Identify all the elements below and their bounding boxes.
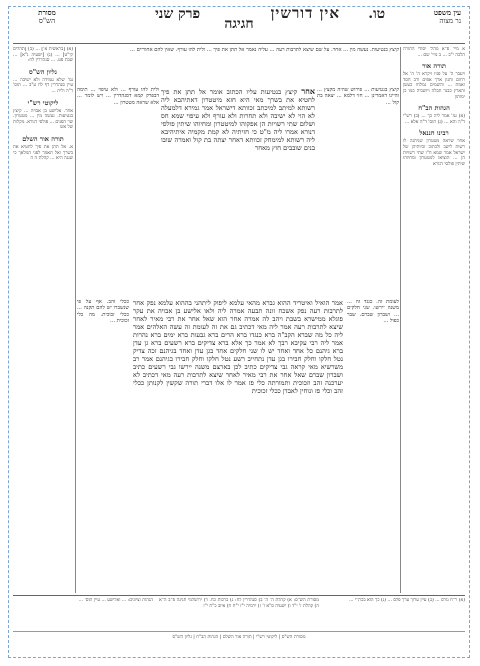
page-number: טו. — [368, 6, 386, 22]
rabbeinu-chananel-text: אחר שראה מטטרון שניתנה לו רשות לישב ולכתוב זכיותיהן של ישראל אמר שמא ח"ו שתי רשויות הן ... הוציאו למטטרון ומחיוהו שיתין פולסי דנורא — [403, 139, 465, 167]
chapter-label: פרק שני — [155, 6, 201, 22]
tosafot-right: קיצץ בנטיעות ... פירוש שהיה מקצץ ... והיינו דאמרינן ... חזי דלמא ... יצאה בת קול ... — [317, 87, 399, 106]
rabbeinu-chananel-title: רבינו חננאל — [419, 129, 449, 138]
page-header — [9, 7, 469, 47]
footer-notes-right: (א) ר"ח גורס ... (ב) עיין ערוך ערך פלס ... (ג) כך הוא בכת"י ... — [349, 598, 465, 603]
mesorat-label: מסורת — [38, 8, 56, 17]
header-right — [401, 9, 461, 25]
torah-or-text: ויעבר ה' על פניו ויקרא ה' ה' אל רחום וחנון ארך אפים ורב חסד ואמת ... והשמים נמלחו כעשן והארץ כבגד תבלה ויושביה כמו כן ימותון — [403, 72, 465, 100]
header-center — [79, 6, 399, 32]
left-divider — [75, 47, 76, 593]
page-footer — [13, 595, 465, 655]
torah-or-title: תורה אור — [422, 62, 446, 71]
hagahot-title: הגהות הב"ח — [418, 104, 450, 113]
rashi-top: קיצץ בנטיעות. נעשה מין ... אחר. על שם שיצא לתרבות רעה ... עליה נאמר אל תתן את פיך ... ולית להו עורף. שאין להם אחוריים ... — [130, 47, 399, 53]
torah-or-shalem-title: תורה אור השלם — [22, 134, 64, 143]
lower-text-block — [77, 299, 399, 593]
torah-or-shalem-text: א. אל תתן את פיך לחטיא את בשרך ואל תאמר לפני המלאך כי שגגה היא ... קהלת ה ה — [13, 144, 73, 162]
tosafot-left: ולית להו עורף ... ולא עיפוי ... תימה דבפרק קמא דסנהדרין ... ויש לומר ... אלא שראה מטטרון ... — [77, 87, 159, 106]
header-rule — [13, 43, 465, 44]
lower-commentary-left: ככלי זהב. אף על פי שנשברו יש להם תקנה ... ככלי זכוכית. מה כלי זכוכית ... — [77, 299, 129, 324]
footer-rule — [13, 595, 465, 596]
footer-notes-left: הגהות וציונים: ... ואלישע ... עיין תוס' ... — [78, 598, 153, 603]
hashas-label: הש"ס — [38, 17, 56, 25]
gemara-lead-word: אחר — [301, 87, 315, 96]
tractate-name: חגיגה — [224, 16, 254, 32]
main-text-area — [77, 47, 399, 593]
gemara-text-block — [161, 87, 315, 295]
footer-notes-center: מסורת הש"ס: א) קהלת ה' ה' ב) סנהדרין לח: ג) ברכות כח. ד) ירושלמי חגיגה פ"ב ה"א ה) קהלת ז' י"ד ו) ישעיה ס"א ז' ז) ירמיה י"ז י"ח ח) איוב כ"ח י"ז — [159, 598, 319, 609]
talmud-page — [8, 6, 470, 658]
gilyon-title: גליון הש"ס — [29, 67, 57, 76]
lower-commentary-right: לעומת זה. כנגד זה ... משנה יירשו. שני חלקים ... ושברון שברם. שבר כפול ... — [347, 299, 399, 324]
gemara-box — [77, 87, 399, 295]
gemara-text: קיצץ בנטיעות עליו הכתוב אומר אל תתן את פיך לחטיא את בשרך מאי היא חזא מיטטרון דאתיהבא ליה רשותא למיתב למיכתב זכוותא דישראל אמר גמירא דלמעלה לא הוי לא ישיבה ולא תחרות ולא עורף ולא עיפוי שמא חס ושלום שתי רשויות הן אפקוהו למיטטרון ומחיוהו שיתין פולסי דנורא אמרו ליה מ"ט כי חזיתיה לא קמת מקמיה איתיהיבא ליה רשותא למימחק זכוותא דאחר יצתה בת קול ואמרה שובו בנים שובבים חוץ מאחר — [161, 88, 315, 152]
right-margin-column — [403, 47, 465, 593]
footer-notes — [13, 598, 465, 633]
likutei-rashi-title: ליקוטי רש"י — [27, 98, 59, 107]
left-margin-column — [13, 47, 73, 593]
right-divider — [400, 47, 401, 593]
likutei-rashi-text: אחר. אלישע בן אבויה ... קיצץ בנטיעות. נעשה מין ... מטטרון. שר הפנים ... פולסי דנורא. מקלות של אש — [13, 108, 73, 131]
ein-mishpat-text: א מיי' פ"א מהל' יסודי התורה הלכה י"ב ... ב מיי' שם ... — [403, 47, 465, 58]
mesorat-hashas-text: (א) [בראשית א'] ... (ב) [תהלים קי"ט] ... (ג) [ישעיה נ"א] ... שבת פט. ... סנהדרין לח: — [13, 47, 73, 64]
ein-mishpat-label: עין משפט — [433, 8, 461, 17]
footer-bar: מסורת הש"ס | ליקוטי רש"י | תורה אור השלם | הגהות הב"ח | גליון הש"ס — [13, 631, 465, 653]
section-name: אין דורשין — [270, 6, 340, 22]
header-left — [17, 9, 77, 25]
hagahot-text: (א) גמ' אמר ליה כך ... (ב) רש"י ד"ה והא ... (ג) תוס' ד"ה אלא ... — [403, 114, 465, 125]
gilyon-text: גמ' שלא עמידה ולא ישיבה ... עיין סנהדרין דף לח ע"ב ... תוס' ד"ה ולית ... — [13, 77, 73, 94]
ner-mitzvah-label: נר מצוה — [439, 17, 461, 25]
lower-gemara-text: אמר הואיל ואיטריד ההוא גברא מהאי עלמא ליפוק ליתהני בההוא עלמא נפק אחר לתרבות רעה נפק אשכח זונה תבעה אמרה ליה ולאו אלישע בן אבויה את עקר פוגלא ממישרא בשבת ויהב לה אמרה אחר הוא שאל אחר את רבי מאיר לאחר שיצא לתרבות רעה אמר ליה מאי דכתיב גם את זה לעומת זה עשה האלהים אמר ליה כל מה שברא הקב"ה ברא כנגדו ברא הרים ברא גבעות ברא ימים ברא נהרות אמר ליה רבי עקיבא רבך לא אמר כך אלא ברא צדיקים ברא רשעים ברא גן עדן ברא גיהנם כל אחד ואחד יש לו שני חלקים אחד בגן עדן ואחד בגיהנם זכה צדיק נטל חלקו וחלק חבירו בגן עדן נתחייב רשע נטל חלקו וחלק חבירו בגיהנם אמר רב משרשיא מאי קראה גבי צדיקים כתיב לכן בארצם משנה יירשו גבי רשעים כתיב ושברון שברם שאל אחר את רבי מאיר לאחר שיצא לתרבות רעה מאי דכתיב לא יערכנה זהב וזכוכית ותמורתה כלי פז אמר לו אלו דברי תורה שקשין לקנותן ככלי זהב וכלי פז ונוחין לאבדן ככלי זכוכית — [133, 299, 343, 395]
